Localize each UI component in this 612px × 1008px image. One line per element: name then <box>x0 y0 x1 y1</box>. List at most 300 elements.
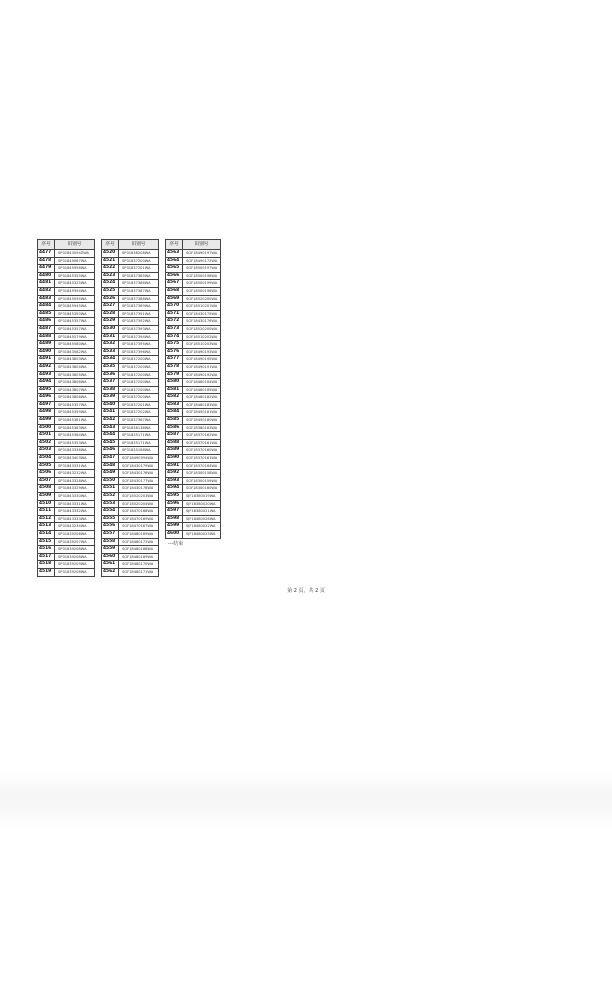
table-row <box>102 303 159 311</box>
serial-number-cell: 4584 <box>166 409 183 417</box>
id-code-cell: SGF18510202WA <box>183 333 221 341</box>
table-row <box>166 333 221 341</box>
id-code-cell: SGF18370162WA <box>183 432 221 440</box>
table-row <box>166 310 221 318</box>
id-code-cell: SP31845580WA <box>55 341 95 349</box>
table-row <box>166 287 221 295</box>
table-row <box>38 538 95 546</box>
table-row <box>38 417 95 425</box>
id-code-cell: SGF18430175WA <box>183 310 221 318</box>
serial-number-cell: 4552 <box>102 493 119 501</box>
table-row <box>166 470 221 478</box>
serial-number-cell: 4524 <box>102 280 119 288</box>
serial-number-cell: 4491 <box>38 356 55 364</box>
id-code-cell: SP31843807WA <box>55 386 95 394</box>
table-row <box>102 272 159 280</box>
id-code-cell: SGF18300159WA <box>183 477 221 485</box>
table-row <box>166 394 221 402</box>
table-row <box>102 470 159 478</box>
table-row <box>166 386 221 394</box>
id-code-cell: SP31845364WA <box>55 432 95 440</box>
id-code-cell: SP31843333WA <box>55 515 95 523</box>
id-code-cell: SP31837395WA <box>119 341 159 349</box>
serial-number-cell: 4504 <box>38 455 55 463</box>
serial-number-cell: 4573 <box>166 325 183 333</box>
id-code-cell: SP31839208WA <box>55 546 95 554</box>
table-row <box>102 310 159 318</box>
serial-number-cell: 4537 <box>102 379 119 387</box>
id-code-cell: SGF18460182WA <box>183 394 221 402</box>
serial-number-cell: 4518 <box>38 561 55 569</box>
table-row <box>38 447 95 455</box>
table-row <box>166 417 221 425</box>
table-row <box>38 386 95 394</box>
serial-number-cell: 4549 <box>102 470 119 478</box>
serial-number-cell: 4563 <box>166 250 183 258</box>
id-code-cell: SGF18490172WA <box>183 257 221 265</box>
table-row <box>38 439 95 447</box>
serial-number-cell: 4514 <box>38 530 55 538</box>
table-row <box>38 379 95 387</box>
serial-number-cell: 4591 <box>166 462 183 470</box>
table-row <box>102 530 159 538</box>
id-code-cell: SP31843808WA <box>55 394 95 402</box>
serial-number-cell: 4516 <box>38 546 55 554</box>
serial-number-cell: 4586 <box>166 424 183 432</box>
serial-number-cell: 4533 <box>102 348 119 356</box>
serial-number-cell: 4589 <box>166 447 183 455</box>
id-code-cell: SGF18460185WA <box>183 386 221 394</box>
table-row <box>166 477 221 485</box>
table-row <box>102 394 159 402</box>
table-row <box>166 508 221 516</box>
serial-number-cell: 4565 <box>166 265 183 273</box>
serial-number-cell: 4519 <box>38 568 55 576</box>
id-code-cell: SGF18500197WA <box>183 265 221 273</box>
table-row <box>38 500 95 508</box>
serial-number-cell: 4486 <box>38 318 55 326</box>
table-row <box>166 318 221 326</box>
id-code-cell: SP31839207WA <box>55 538 95 546</box>
serial-number-cell: 4477 <box>38 250 55 258</box>
id-code-cell: SGF18450181WA <box>183 409 221 417</box>
serial-number-cell: 4511 <box>38 508 55 516</box>
serial-number-cell: 4597 <box>166 508 183 516</box>
serial-number-cell: 4569 <box>166 295 183 303</box>
table-row <box>102 325 159 333</box>
table-row <box>38 371 95 379</box>
table-row <box>102 363 159 371</box>
table-row <box>102 318 159 326</box>
table-row <box>38 485 95 493</box>
id-code-cell: SP31837388WA <box>119 295 159 303</box>
id-code-cell: SP31837396WA <box>119 348 159 356</box>
id-code-cell: SP31843332WA <box>55 508 95 516</box>
header-serial-no: 序号 <box>38 240 55 250</box>
table-row <box>102 348 159 356</box>
table-row <box>166 500 221 508</box>
id-code-cell: SP31843331WA <box>55 462 95 470</box>
table-row <box>38 424 95 432</box>
id-code-cell: SP31839206WA <box>55 530 95 538</box>
serial-number-cell: 4585 <box>166 417 183 425</box>
id-code-cell: SP31837385WA <box>119 272 159 280</box>
id-code-cell: SJF18480022WA <box>183 523 221 531</box>
serial-number-cell: 4598 <box>166 515 183 523</box>
serial-number-cell: 4510 <box>38 500 55 508</box>
id-code-cell: SGF18430177WA <box>119 477 159 485</box>
id-code-cell: SGF18470168WA <box>119 508 159 516</box>
table-row <box>166 409 221 417</box>
serial-number-cell: 4532 <box>102 341 119 349</box>
table-row <box>102 439 159 447</box>
id-code-cell: SGF18520204WA <box>119 500 159 508</box>
serial-number-cell: 4553 <box>102 500 119 508</box>
serial-number-cell: 4580 <box>166 379 183 387</box>
table-row <box>38 561 95 569</box>
table-row <box>38 303 95 311</box>
serial-number-cell: 4560 <box>102 553 119 561</box>
id-code-cell: SJF18380021WA <box>183 508 221 516</box>
table-row <box>102 417 159 425</box>
serial-number-cell: 4590 <box>166 455 183 463</box>
id-code-cell: SGF18520200WA <box>183 325 221 333</box>
table-row <box>102 568 159 576</box>
table-row <box>38 287 95 295</box>
table-row <box>38 257 95 265</box>
id-code-cell: SGF18430176WA <box>119 470 159 478</box>
serial-number-cell: 4492 <box>38 363 55 371</box>
serial-number-cell: 4517 <box>38 553 55 561</box>
table-row <box>102 500 159 508</box>
table-row <box>38 493 95 501</box>
serial-number-cell: 4577 <box>166 356 183 364</box>
id-code-cell: SGF18480171WA <box>119 568 159 576</box>
serial-number-cell: 4506 <box>38 470 55 478</box>
serial-number-cell: 4527 <box>102 303 119 311</box>
serial-number-cell: 4481 <box>38 280 55 288</box>
id-code-cell: SGF18460184WA <box>183 379 221 387</box>
serial-number-cell: 4558 <box>102 538 119 546</box>
table-row <box>166 265 221 273</box>
serial-number-cell: 4539 <box>102 394 119 402</box>
table-row <box>102 356 159 364</box>
table-row <box>166 303 221 311</box>
id-code-cell: SP31843328WA <box>55 477 95 485</box>
table-row <box>166 485 221 493</box>
id-code-cell: SP31835171WA <box>119 432 159 440</box>
id-code-cell: SGF18470167WA <box>119 523 159 531</box>
id-code-cell: SP31845359WA <box>55 409 95 417</box>
id-code-cell: SP31843403WA <box>55 455 95 463</box>
serial-table <box>37 239 95 577</box>
serial-number-cell: 4500 <box>38 424 55 432</box>
serial-number-cell: 4482 <box>38 287 55 295</box>
serial-number-cell: 4545 <box>102 439 119 447</box>
table-row <box>38 477 95 485</box>
serial-number-cell: 4478 <box>38 257 55 265</box>
id-code-cell: SGF18500199WA <box>183 280 221 288</box>
id-code-cell: SGF18480170WA <box>119 561 159 569</box>
table-row <box>38 348 95 356</box>
id-code-cell: SP31843331WA <box>55 500 95 508</box>
table-row <box>102 280 159 288</box>
id-code-cell: SP31837394WA <box>119 333 159 341</box>
table-row <box>166 493 221 501</box>
table-row <box>38 295 95 303</box>
serial-number-cell: 4507 <box>38 477 55 485</box>
table-row <box>38 409 95 417</box>
id-code-cell: SP31843804WA <box>55 363 95 371</box>
id-code-cell: SP31849067WA <box>55 257 95 265</box>
serial-number-cell: 4501 <box>38 432 55 440</box>
serial-number-cell: 4525 <box>102 287 119 295</box>
table-row <box>102 379 159 387</box>
table-row <box>166 371 221 379</box>
id-code-cell: SGF18430176WA <box>183 318 221 326</box>
serial-number-cell: 4512 <box>38 515 55 523</box>
table-row <box>38 363 95 371</box>
table-row <box>102 538 159 546</box>
table-row <box>102 546 159 554</box>
id-code-cell: SP31839208WA <box>55 553 95 561</box>
table-row <box>102 371 159 379</box>
serial-number-cell: 4493 <box>38 371 55 379</box>
table-row <box>166 401 221 409</box>
serial-number-cell: 4576 <box>166 348 183 356</box>
table-row <box>102 477 159 485</box>
table-row <box>166 280 221 288</box>
id-code-cell: SP31845956WA <box>55 265 95 273</box>
id-code-cell: SGF18510201WA <box>183 303 221 311</box>
id-code-cell: SJF18480023WA <box>183 530 221 538</box>
table-row <box>102 265 159 273</box>
serial-number-cell: 4490 <box>38 348 55 356</box>
table-row <box>166 325 221 333</box>
serial-number-cell: 4547 <box>102 455 119 463</box>
serial-number-cell: 4548 <box>102 462 119 470</box>
serial-number-cell: 4508 <box>38 485 55 493</box>
serial-number-cell: 4575 <box>166 341 183 349</box>
serial-number-cell: 4546 <box>102 447 119 455</box>
id-code-cell: SGF18380163WA <box>183 424 221 432</box>
table-row <box>38 470 95 478</box>
id-code-cell: SP31845361WA <box>55 417 95 425</box>
serial-table <box>165 239 221 539</box>
scan-shading <box>0 770 612 830</box>
table-row <box>38 310 95 318</box>
id-code-cell: SP31843803WA <box>55 356 95 364</box>
id-code-cell: SP31837201WA <box>119 401 159 409</box>
table-row <box>38 272 95 280</box>
table-row <box>38 546 95 554</box>
serial-number-cell: 4570 <box>166 303 183 311</box>
table-row <box>102 424 159 432</box>
id-code-cell: SP31840325WA <box>55 280 95 288</box>
id-code-cell: SP31843336WA <box>55 447 95 455</box>
id-code-cell: SP31837386WA <box>119 280 159 288</box>
table-row <box>38 523 95 531</box>
serial-number-cell: 4522 <box>102 265 119 273</box>
id-code-cell: SGF18490191WA <box>183 363 221 371</box>
id-code-cell: SP31837392WA <box>119 318 159 326</box>
table-row <box>102 447 159 455</box>
id-code-cell: SP31837200WA <box>119 371 159 379</box>
table-row <box>102 455 159 463</box>
id-code-cell: SP31849394WA <box>55 287 95 295</box>
serial-number-cell: 4561 <box>102 561 119 569</box>
table-row <box>102 462 159 470</box>
id-code-cell: SP31837200WA <box>119 363 159 371</box>
serial-number-cell: 4596 <box>166 500 183 508</box>
id-code-cell: SP31845357WA <box>55 325 95 333</box>
page-number-footer: 第 2 页，共 2 页 <box>287 588 325 594</box>
id-code-cell: SP31843805WA <box>55 371 95 379</box>
serial-number-cell: 4550 <box>102 477 119 485</box>
id-code-cell: SP31836136WA <box>119 424 159 432</box>
serial-number-cell: 4600 <box>166 530 183 538</box>
table-row <box>38 432 95 440</box>
table-row <box>102 250 159 258</box>
serial-table <box>101 239 159 577</box>
table-row <box>166 515 221 523</box>
table-row <box>166 348 221 356</box>
id-code-cell: SGF18430178WA <box>119 485 159 493</box>
id-code-cell: SP31845363WA <box>55 424 95 432</box>
table-row <box>38 515 95 523</box>
serial-number-cell: 4530 <box>102 325 119 333</box>
serial-number-cell: 4581 <box>166 386 183 394</box>
serial-number-cell: 4568 <box>166 287 183 295</box>
serial-number-cell: 4555 <box>102 515 119 523</box>
table-row <box>166 462 221 470</box>
table-row <box>166 432 221 440</box>
id-code-cell: SGF18430179WA <box>119 462 159 470</box>
id-code-cell: SGF18300160WA <box>183 485 221 493</box>
serial-number-cell: 4594 <box>166 485 183 493</box>
serial-number-cell: 4541 <box>102 409 119 417</box>
table-row <box>102 341 159 349</box>
serial-number-cell: 4485 <box>38 310 55 318</box>
id-code-cell: SP31845579WA <box>55 333 95 341</box>
serial-number-cell: 4587 <box>166 432 183 440</box>
id-code-cell: SP31837393WA <box>119 325 159 333</box>
table-row <box>38 394 95 402</box>
id-code-cell: SP31837389WA <box>119 303 159 311</box>
serial-number-cell: 4540 <box>102 401 119 409</box>
serial-number-cell: 4564 <box>166 257 183 265</box>
id-code-cell: SP31837202WA <box>119 409 159 417</box>
serial-number-cell: 4582 <box>166 394 183 402</box>
header-id-code: 识别号 <box>55 240 95 250</box>
id-code-cell: SP31837391WA <box>119 310 159 318</box>
table-row <box>38 568 95 576</box>
serial-number-cell: 4593 <box>166 477 183 485</box>
header-serial-no: 序号 <box>102 240 119 250</box>
serial-number-cell: 4495 <box>38 386 55 394</box>
table-row <box>38 462 95 470</box>
serial-number-cell: 4489 <box>38 341 55 349</box>
table-row <box>38 318 95 326</box>
table-header-row <box>102 240 159 250</box>
table-row <box>38 401 95 409</box>
id-code-cell: SGF18370161WA <box>183 439 221 447</box>
serial-number-cell: 4483 <box>38 295 55 303</box>
table-row <box>38 455 95 463</box>
table-row <box>166 356 221 364</box>
id-code-cell: SGF18370160WA <box>183 447 221 455</box>
table-row <box>166 523 221 531</box>
id-code-cell: SGF18490192WA <box>183 371 221 379</box>
serial-number-cell: 4497 <box>38 401 55 409</box>
serial-number-cell: 4588 <box>166 439 183 447</box>
table-row <box>102 386 159 394</box>
serial-number-cell: 4572 <box>166 318 183 326</box>
id-code-cell: SGF18370161WA <box>183 455 221 463</box>
id-code-cell: SP31837367WA <box>119 417 159 425</box>
id-code-cell: SP31837200WA <box>119 257 159 265</box>
table-row <box>102 523 159 531</box>
serial-number-cell: 4520 <box>102 250 119 258</box>
id-code-cell: SGF18470169WA <box>119 515 159 523</box>
serial-number-cell: 4496 <box>38 394 55 402</box>
table-row <box>166 250 221 258</box>
table-row <box>38 530 95 538</box>
id-code-cell: SP31837200WA <box>119 379 159 387</box>
table-row <box>102 257 159 265</box>
id-code-cell: SP31837387WA <box>119 287 159 295</box>
end-mark: ---结束 <box>168 541 184 547</box>
serial-number-cell: 4579 <box>166 371 183 379</box>
serial-number-cell: 4538 <box>102 386 119 394</box>
table-row <box>166 295 221 303</box>
id-code-cell: SP31839208WA <box>55 568 95 576</box>
serial-number-cell: 4526 <box>102 295 119 303</box>
table-row <box>38 508 95 516</box>
id-code-cell: SGF18370164WA <box>183 462 221 470</box>
id-code-cell: SP31837200WA <box>119 356 159 364</box>
header-id-code: 识别号 <box>119 240 159 250</box>
serial-number-cell: 4515 <box>38 538 55 546</box>
table-row <box>166 447 221 455</box>
table-row <box>102 409 159 417</box>
serial-number-cell: 4531 <box>102 333 119 341</box>
serial-number-cell: 4566 <box>166 272 183 280</box>
serial-number-cell: 4529 <box>102 318 119 326</box>
id-code-cell: SGF18490195WA <box>183 356 221 364</box>
serial-number-cell: 4595 <box>166 493 183 501</box>
id-code-cell: SP31837200WA <box>119 394 159 402</box>
id-code-cell: SP31845094WA <box>55 295 95 303</box>
serial-table-column-3 <box>165 239 221 539</box>
id-code-cell: SP31845350WA <box>55 310 95 318</box>
serial-number-cell: 4574 <box>166 333 183 341</box>
serial-number-cell: 4599 <box>166 523 183 531</box>
id-code-cell: SJF18360019WA <box>183 493 221 501</box>
table-header-row <box>38 240 95 250</box>
table-row <box>38 333 95 341</box>
table-row <box>166 363 221 371</box>
table-row <box>38 250 95 258</box>
serial-number-cell: 4502 <box>38 439 55 447</box>
id-code-cell: SP31835168WA <box>119 447 159 455</box>
serial-number-cell: 4592 <box>166 470 183 478</box>
serial-number-cell: 4513 <box>38 523 55 531</box>
serial-number-cell: 4479 <box>38 265 55 273</box>
serial-number-cell: 4528 <box>102 310 119 318</box>
id-code-cell: SGF18300158WA <box>183 470 221 478</box>
table-row <box>166 530 221 538</box>
